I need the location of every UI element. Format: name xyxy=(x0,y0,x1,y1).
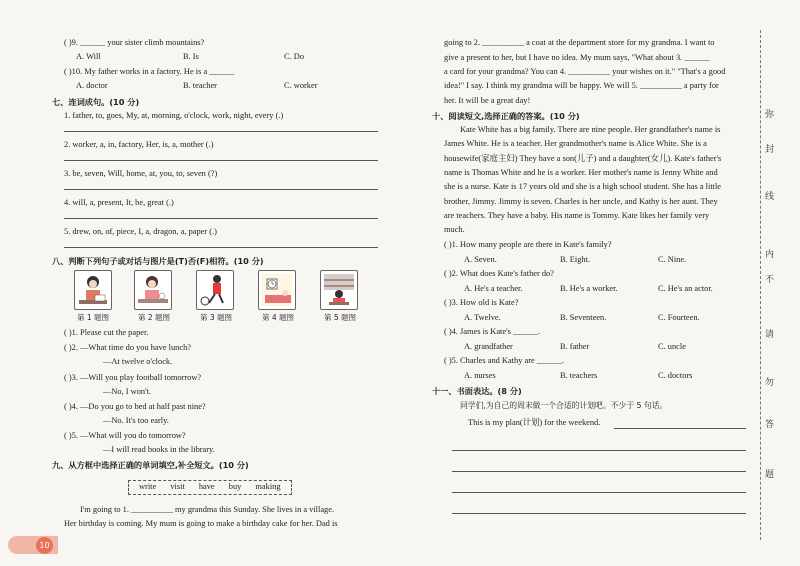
s10-q1-stem: ( )1. How many people are there in Kate's family? xyxy=(444,240,612,249)
s10-passage-line-1: Kate White has a big family. There are nine people. Her grandfather's name is xyxy=(460,125,721,134)
s10-q3-option-c: C. Fourteen. xyxy=(658,313,700,322)
s7-answer-line-4 xyxy=(64,218,378,219)
picture-caption-4: 第 4 题图 xyxy=(262,313,295,322)
q9-option-c: C. Do xyxy=(284,52,305,61)
s8-item-4: ( )4. —Do you go to bed at half past nine? xyxy=(64,402,206,411)
s8-item-4-answer: —No. It's too early. xyxy=(103,416,169,425)
s7-item-4: 4. will, a, present, It, be, great (.) xyxy=(64,198,174,207)
s8-item-3-answer: —No, I won't. xyxy=(103,387,152,396)
word-box-word-5: making xyxy=(255,482,281,491)
picture-caption-2: 第 2 题图 xyxy=(138,313,171,322)
picture-2 xyxy=(134,270,172,310)
s10-q3-option-b: B. Seventeen. xyxy=(560,313,607,322)
s9-continued-line-4: idea!" I say. I think my grandma will be happy. We will 5. __________ a party for xyxy=(444,81,719,90)
s7-item-5: 5. drew, on, of, piece, I, a, dragon, a, paper (.) xyxy=(64,227,217,236)
s10-q2-option-c: C. He's an actor. xyxy=(658,284,713,293)
s11-start-sentence: This is my plan(计划) for the weekend. xyxy=(468,418,601,427)
s10-q2-stem: ( )2. What does Kate's father do? xyxy=(444,269,554,278)
q10-stem: ( )10. My father works in a factory. He is a ______ xyxy=(64,67,235,76)
s7-item-3: 3. be, seven, Will, home, at, you, to, seven (?) xyxy=(64,169,218,178)
s10-passage-line-2: James White. He is a teacher. Her grandmother's name is Alice White. She is a xyxy=(444,139,707,148)
picture-caption-3: 第 3 题图 xyxy=(200,313,233,322)
picture-4 xyxy=(258,270,296,310)
word-box xyxy=(128,480,292,495)
seal-char-1: 弥 xyxy=(765,110,775,120)
seal-char-6: 请 xyxy=(765,330,775,340)
seal-char-2: 封 xyxy=(765,145,775,155)
q9-option-a: A. Will xyxy=(76,52,101,61)
s8-item-5: ( )5. —What will you do tomorrow? xyxy=(64,431,186,440)
s10-q4-option-b: B. father xyxy=(560,342,590,351)
picture-1 xyxy=(74,270,112,310)
s10-q1-option-c: C. Nine. xyxy=(658,255,687,264)
page-number-circle xyxy=(36,537,53,554)
section-9-title: 九、从方框中选择正确的单词填空,补全短文。(10 分) xyxy=(52,460,249,470)
s10-q4-stem: ( )4. James is Kate's ______. xyxy=(444,327,541,336)
s10-q5-stem: ( )5. Charles and Kathy are ______. xyxy=(444,356,565,365)
section-10-title: 十、阅读短文,选择正确的答案。(10 分) xyxy=(432,111,580,121)
s11-writing-line-0 xyxy=(614,428,746,429)
s7-item-2: 2. worker, a, in, factory, Her, is, a, mother (.) xyxy=(64,140,214,149)
picture-3 xyxy=(196,270,234,310)
s11-writing-line-1 xyxy=(452,450,746,451)
q10-option-c: C. worker xyxy=(284,81,318,90)
s10-q5-option-a: A. nurses xyxy=(464,371,496,380)
seal-char-5: 不 xyxy=(765,275,775,285)
section-7-title: 七、连词成句。(10 分) xyxy=(52,97,140,107)
s7-answer-line-5 xyxy=(64,247,378,248)
section-11-title: 十一、书面表达。(8 分) xyxy=(432,386,522,396)
s9-continued-line-1: going to 2. __________ a coat at the department store for my grandma. I want to xyxy=(444,38,715,47)
s11-writing-line-2 xyxy=(452,471,746,472)
s10-passage-line-5: she is a nurse. Kate is 17 years old and she is a high school student. She has a little xyxy=(444,182,722,191)
s9-continued-line-3: a card for your grandma? You can 4. __________ your wishes on it." "That's a good xyxy=(444,67,726,76)
s9-passage-line-1: I'm going to 1. __________ my grandma this Sunday. She lives in a village. xyxy=(80,505,335,514)
s8-item-5-answer: —I will read books in the library. xyxy=(103,445,215,454)
seal-char-9: 题 xyxy=(765,470,775,480)
s7-answer-line-3 xyxy=(64,189,378,190)
s10-passage-line-7: are teachers. They have a baby. His name is Tommy. Kate likes her family very xyxy=(444,211,710,220)
q10-option-b: B. teacher xyxy=(183,81,217,90)
q9-stem: ( )9. ______ your sister climb mountains? xyxy=(64,38,205,47)
word-box-word-4: buy xyxy=(228,482,242,491)
s11-writing-line-4 xyxy=(452,513,746,514)
s7-answer-line-1 xyxy=(64,131,378,132)
s8-item-3: ( )3. —Will you play football tomorrow? xyxy=(64,373,202,382)
s10-q3-stem: ( )3. How old is Kate? xyxy=(444,298,519,307)
s10-q4-option-a: A. grandfather xyxy=(464,342,513,351)
seal-char-8: 答 xyxy=(765,420,775,430)
s8-item-1: ( )1. Please cut the paper. xyxy=(64,328,149,337)
word-box-word-2: visit xyxy=(170,482,185,491)
s8-item-2-answer: —At twelve o'clock. xyxy=(103,357,173,366)
s10-passage-line-3: housewife(家庭主妇) They have a son(儿子) and a daughter(女儿). Kate's father's xyxy=(444,154,722,163)
s10-q3-option-a: A. Twelve. xyxy=(464,313,501,322)
s11-instruction: 同学们,为自己的周末做一个合适的计划吧。不少于 5 句话。 xyxy=(460,401,668,410)
s10-q1-option-b: B. Eight. xyxy=(560,255,591,264)
s10-q1-option-a: A. Seven. xyxy=(464,255,497,264)
picture-caption-5: 第 5 题图 xyxy=(324,313,357,322)
q9-option-b: B. Is xyxy=(183,52,199,61)
seal-char-7: 勿 xyxy=(765,378,775,388)
s8-item-2: ( )2. —What time do you have lunch? xyxy=(64,343,191,352)
seal-dashed-line xyxy=(760,30,761,540)
s10-q5-option-b: B. teachers xyxy=(560,371,598,380)
s9-passage-line-2: Her birthday is coming. My mum is going to make a birthday cake for her. Dad is xyxy=(64,519,338,528)
s10-q2-option-b: B. He's a worker. xyxy=(560,284,618,293)
s11-writing-line-3 xyxy=(452,492,746,493)
s10-passage-line-8: much. xyxy=(444,225,465,234)
word-box-word-1: write xyxy=(139,482,157,491)
q10-option-a: A. doctor xyxy=(76,81,108,90)
picture-caption-1: 第 1 题图 xyxy=(77,313,110,322)
s10-passage-line-4: name is Thomas White and he is a worker. Her mother's name is Jenny White and xyxy=(444,168,718,177)
s9-continued-line-5: her. It will be a great day! xyxy=(444,96,531,105)
s10-passage-line-6: brother, Jimmy. Jimmy is seven. Charles is her uncle, and Kathy is her aunt. They xyxy=(444,197,718,206)
page-number: 10 xyxy=(39,541,50,550)
picture-5 xyxy=(320,270,358,310)
s10-q2-option-a: A. He's a teacher. xyxy=(464,284,523,293)
seal-char-3: 线 xyxy=(765,192,775,202)
s10-q5-option-c: C. doctors xyxy=(658,371,693,380)
word-box-word-3: have xyxy=(198,482,215,491)
seal-char-4: 内 xyxy=(765,250,775,260)
section-8-title: 八、判断下列句子或对话与图片是(T)否(F)相符。(10 分) xyxy=(52,256,264,266)
s7-answer-line-2 xyxy=(64,160,378,161)
s10-q4-option-c: C. uncle xyxy=(658,342,686,351)
s9-continued-line-2: give a present to her, but I have no idea. My mum says, "What about 3. ______ xyxy=(444,53,710,62)
s7-item-1: 1. father, to, goes, My, at, morning, o'clock, work, night, every (.) xyxy=(64,111,284,120)
